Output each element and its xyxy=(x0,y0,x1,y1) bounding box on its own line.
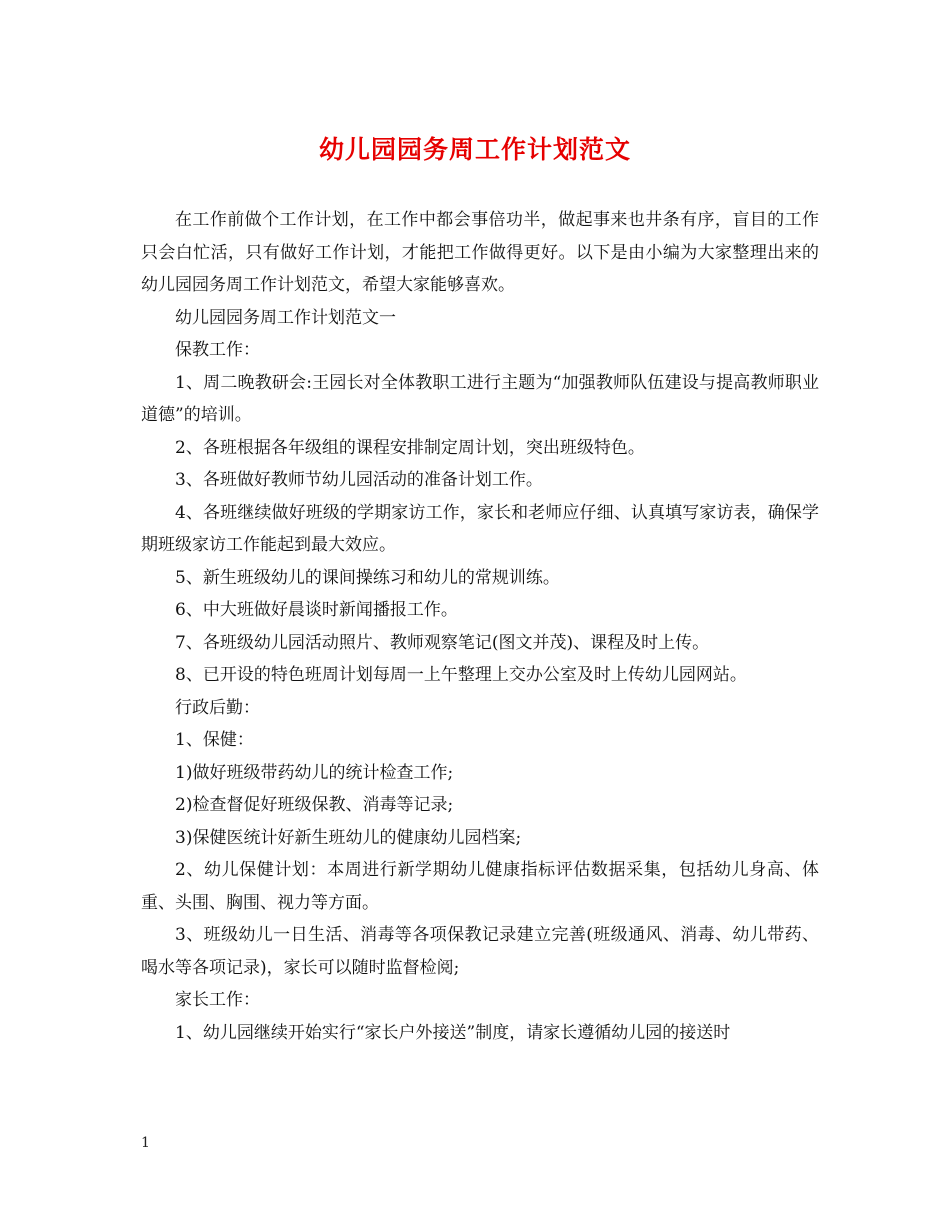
document-body xyxy=(141,204,819,1049)
subsection-heading: 家长工作： xyxy=(175,990,260,1010)
subsection-heading: 保教工作： xyxy=(175,340,260,360)
list-item: 2、幼儿保健计划：本周进行新学期幼儿健康指标评估数据采集，包括幼儿身高、体重、头围、胸围、视力等方面。 xyxy=(141,860,819,913)
list-item: 6、中大班做好晨谈时新闻播报工作。 xyxy=(175,600,458,620)
sub-list-item: 1)做好班级带药幼儿的统计检查工作; xyxy=(175,762,454,783)
list-item: 8、已开设的特色班周计划每周一上午整理上交办公室及时上传幼儿园网站。 xyxy=(175,665,747,685)
list-item: 1、保健： xyxy=(175,730,254,750)
page-number: 1 xyxy=(141,1135,150,1151)
sub-list-item: 3)保健医统计好新生班幼儿的健康幼儿园档案; xyxy=(175,827,522,848)
subsection-heading: 行政后勤： xyxy=(175,697,260,718)
list-item: 3、各班做好教师节幼儿园活动的准备计划工作。 xyxy=(175,470,543,490)
list-item: 1、周二晚教研会:王园长对全体教职工进行主题为“加强教师队伍建设与提高教师职业道德”的培训。 xyxy=(141,372,819,425)
list-item: 1、幼儿园继续开始实行“家长户外接送”制度，请家长遵循幼儿园的接送时 xyxy=(175,1022,731,1043)
list-item: 7、各班级幼儿园活动照片、教师观察笔记(图文并茂)、课程及时上传。 xyxy=(175,632,710,653)
document-title: 幼儿园园务周工作计划范文 xyxy=(318,135,631,164)
list-item: 4、各班继续做好班级的学期家访工作，家长和老师应仔细、认真填写家访表，确保学期班级家访工作能起到最大效应。 xyxy=(141,502,819,555)
sub-list-item: 2)检查督促好班级保教、消毒等记录; xyxy=(175,795,454,815)
list-item: 3、班级幼儿一日生活、消毒等各项保教记录建立完善(班级通风、消毒、幼儿带药、喝水等各项记录)，家长可以随时监督检阅; xyxy=(141,925,819,978)
intro-paragraph: 在工作前做个工作计划，在工作中都会事倍功半，做起事来也井条有序，盲目的工作只会白忙活，只有做好工作计划，才能把工作做得更好。以下是由小编为大家整理出来的幼儿园园务周工作计划范文，希望大家能够喜欢。 xyxy=(141,210,819,295)
section-heading: 幼儿园园务周工作计划范文一 xyxy=(175,307,396,328)
list-item: 2、各班根据各年级组的课程安排制定周计划，突出班级特色。 xyxy=(175,437,645,458)
list-item: 5、新生班级幼儿的课间操练习和幼儿的常规训练。 xyxy=(175,567,560,588)
